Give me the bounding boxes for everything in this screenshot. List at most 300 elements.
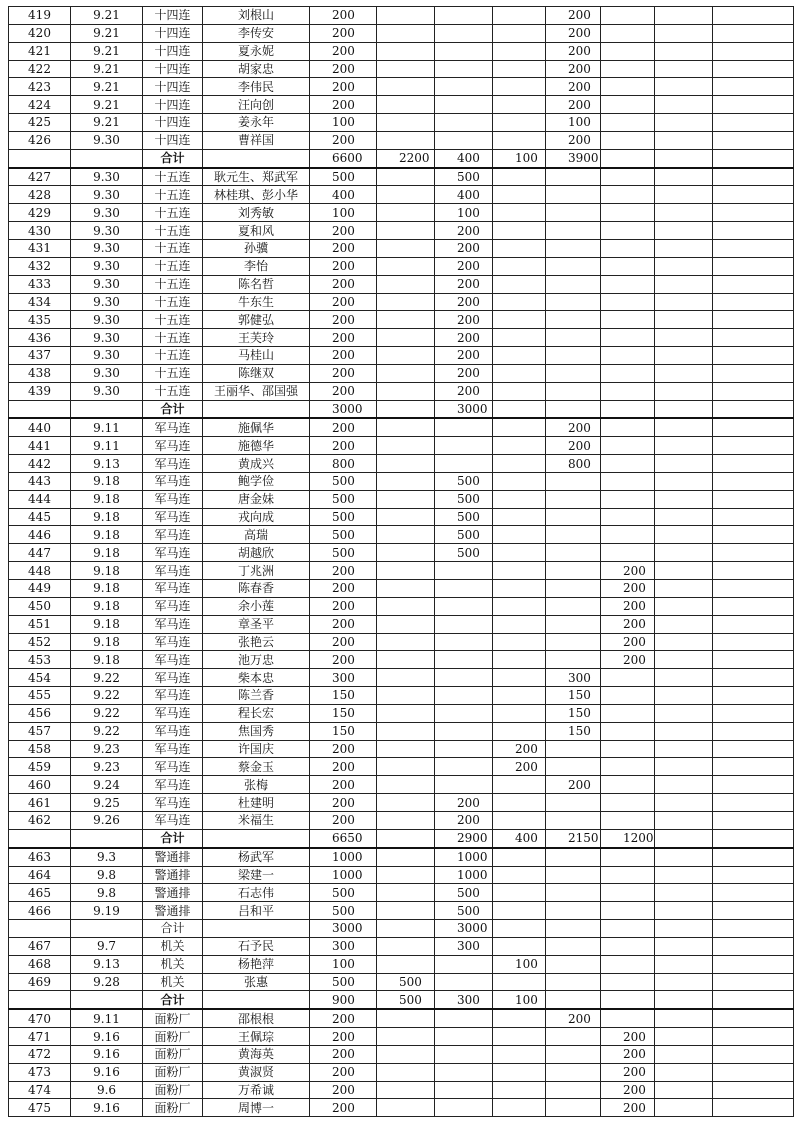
unit-cell: 十四连 (143, 24, 203, 42)
date-cell: 9.18 (71, 597, 143, 615)
table-row (9, 437, 794, 455)
amount-cell: 500 (310, 526, 377, 544)
category-4-cell (546, 615, 601, 633)
category-5-cell: 200 (601, 615, 655, 633)
date-cell: 9.3 (71, 848, 143, 866)
category-1-cell (377, 884, 435, 902)
row-number-cell (9, 400, 71, 418)
table-row (9, 364, 794, 382)
unit-cell: 军马连 (143, 472, 203, 490)
category-3-cell (493, 24, 546, 42)
category-7-cell (713, 60, 794, 78)
category-1-cell (377, 937, 435, 955)
category-3-cell (493, 96, 546, 114)
date-cell: 9.16 (71, 1099, 143, 1117)
category-1-cell (377, 275, 435, 293)
category-7-cell (713, 1045, 794, 1063)
amount-cell: 400 (310, 186, 377, 204)
amount-cell: 800 (310, 455, 377, 473)
row-number-cell: 456 (9, 704, 71, 722)
unit-cell: 十五连 (143, 186, 203, 204)
table-row (9, 1099, 794, 1117)
unit-cell: 面粉厂 (143, 1099, 203, 1117)
table-row (9, 311, 794, 329)
unit-cell: 军马连 (143, 544, 203, 562)
table-row (9, 275, 794, 293)
row-number-cell: 448 (9, 562, 71, 580)
unit-cell: 十五连 (143, 168, 203, 186)
donor-name-cell: 姜永年 (203, 114, 310, 132)
category-6-cell (655, 704, 713, 722)
category-4-cell (546, 920, 601, 938)
date-cell: 9.18 (71, 633, 143, 651)
amount-cell: 300 (310, 937, 377, 955)
amount-cell: 6600 (310, 149, 377, 167)
date-cell: 9.18 (71, 580, 143, 598)
category-1-cell (377, 562, 435, 580)
row-number-cell: 455 (9, 687, 71, 705)
amount-cell: 100 (310, 955, 377, 973)
category-6-cell (655, 293, 713, 311)
category-4-cell (546, 633, 601, 651)
amount-cell: 200 (310, 24, 377, 42)
donor-name-cell: 池万忠 (203, 651, 310, 669)
category-3-cell: 200 (493, 758, 546, 776)
table-row (9, 24, 794, 42)
unit-cell: 警通排 (143, 866, 203, 884)
date-cell (71, 149, 143, 167)
category-2-cell: 2900 (435, 829, 493, 847)
category-5-cell (601, 186, 655, 204)
table-row (9, 168, 794, 186)
row-number-cell: 439 (9, 382, 71, 400)
row-number-cell: 443 (9, 472, 71, 490)
category-2-cell: 500 (435, 508, 493, 526)
category-6-cell (655, 1028, 713, 1046)
table-row (9, 973, 794, 991)
category-7-cell (713, 955, 794, 973)
category-7-cell (713, 1063, 794, 1081)
category-3-cell (493, 60, 546, 78)
row-number-cell: 421 (9, 42, 71, 60)
row-number-cell (9, 829, 71, 847)
donor-name-cell: 张梅 (203, 776, 310, 794)
row-number-cell: 474 (9, 1081, 71, 1099)
amount-cell: 200 (310, 1081, 377, 1099)
donor-name-cell: 邵根根 (203, 1009, 310, 1027)
donor-name-cell: 王丽华、邵国强 (203, 382, 310, 400)
category-6-cell (655, 722, 713, 740)
category-5-cell (601, 776, 655, 794)
table-row (9, 455, 794, 473)
date-cell: 9.21 (71, 78, 143, 96)
donor-name-cell: 丁兆洲 (203, 562, 310, 580)
category-3-cell: 100 (493, 149, 546, 167)
category-4-cell (546, 311, 601, 329)
row-number-cell: 432 (9, 257, 71, 275)
row-number-cell: 470 (9, 1009, 71, 1027)
donor-name-cell: 李传安 (203, 24, 310, 42)
row-number-cell: 423 (9, 78, 71, 96)
amount-cell: 200 (310, 382, 377, 400)
category-5-cell (601, 937, 655, 955)
date-cell: 9.28 (71, 973, 143, 991)
amount-cell: 200 (310, 222, 377, 240)
category-3-cell (493, 669, 546, 687)
category-6-cell (655, 829, 713, 847)
unit-cell: 军马连 (143, 669, 203, 687)
category-2-cell: 500 (435, 902, 493, 920)
category-3-cell (493, 364, 546, 382)
category-5-cell: 1200 (601, 829, 655, 847)
amount-cell: 200 (310, 275, 377, 293)
category-2-cell: 200 (435, 275, 493, 293)
category-1-cell (377, 204, 435, 222)
date-cell: 9.30 (71, 329, 143, 347)
donor-name-cell: 施德华 (203, 437, 310, 455)
category-1-cell (377, 508, 435, 526)
date-cell: 9.30 (71, 222, 143, 240)
amount-cell: 100 (310, 204, 377, 222)
table-row (9, 811, 794, 829)
unit-cell: 十四连 (143, 42, 203, 60)
category-4-cell: 2150 (546, 829, 601, 847)
category-6-cell (655, 329, 713, 347)
row-number-cell: 465 (9, 884, 71, 902)
category-4-cell (546, 740, 601, 758)
category-2-cell: 500 (435, 472, 493, 490)
unit-cell: 面粉厂 (143, 1009, 203, 1027)
amount-cell: 150 (310, 722, 377, 740)
unit-cell: 十五连 (143, 347, 203, 365)
donor-name-cell (203, 920, 310, 938)
category-3-cell (493, 615, 546, 633)
date-cell: 9.11 (71, 418, 143, 436)
category-7-cell (713, 149, 794, 167)
category-1-cell (377, 168, 435, 186)
amount-cell: 900 (310, 991, 377, 1009)
category-7-cell (713, 418, 794, 436)
category-6-cell (655, 866, 713, 884)
category-4-cell (546, 239, 601, 257)
table-row (9, 7, 794, 25)
table-row (9, 347, 794, 365)
row-number-cell: 464 (9, 866, 71, 884)
category-5-cell (601, 811, 655, 829)
date-cell: 9.21 (71, 60, 143, 78)
category-4-cell (546, 222, 601, 240)
donor-name-cell (203, 400, 310, 418)
category-2-cell: 200 (435, 811, 493, 829)
category-1-cell (377, 920, 435, 938)
category-4-cell (546, 400, 601, 418)
category-7-cell (713, 24, 794, 42)
category-1-cell (377, 131, 435, 149)
category-2-cell (435, 580, 493, 598)
category-5-cell (601, 704, 655, 722)
donor-name-cell: 焦国秀 (203, 722, 310, 740)
amount-cell: 200 (310, 418, 377, 436)
unit-cell: 军马连 (143, 418, 203, 436)
donor-name-cell: 柴本忠 (203, 669, 310, 687)
date-cell: 9.25 (71, 794, 143, 812)
category-1-cell (377, 544, 435, 562)
row-number-cell: 431 (9, 239, 71, 257)
table-row (9, 42, 794, 60)
donation-ledger-table (8, 6, 794, 1117)
category-6-cell (655, 275, 713, 293)
category-3-cell: 100 (493, 991, 546, 1009)
amount-cell: 6650 (310, 829, 377, 847)
date-cell: 9.23 (71, 758, 143, 776)
row-number-cell: 466 (9, 902, 71, 920)
date-cell: 9.18 (71, 472, 143, 490)
category-2-cell (435, 722, 493, 740)
subtotal-row (9, 400, 794, 418)
category-1-cell (377, 1045, 435, 1063)
category-5-cell (601, 275, 655, 293)
category-5-cell (601, 902, 655, 920)
category-6-cell (655, 7, 713, 25)
category-4-cell: 200 (546, 7, 601, 25)
category-6-cell (655, 884, 713, 902)
amount-cell: 200 (310, 562, 377, 580)
donor-name-cell: 杨武军 (203, 848, 310, 866)
amount-cell: 150 (310, 687, 377, 705)
category-2-cell (435, 418, 493, 436)
category-7-cell (713, 1099, 794, 1117)
category-3-cell (493, 418, 546, 436)
category-5-cell: 200 (601, 1099, 655, 1117)
category-5-cell (601, 131, 655, 149)
category-6-cell (655, 149, 713, 167)
category-1-cell (377, 1009, 435, 1027)
row-number-cell (9, 920, 71, 938)
donor-name-cell: 章圣平 (203, 615, 310, 633)
category-3-cell (493, 168, 546, 186)
category-4-cell: 200 (546, 437, 601, 455)
category-4-cell (546, 329, 601, 347)
category-5-cell (601, 239, 655, 257)
row-number-cell (9, 991, 71, 1009)
category-6-cell (655, 955, 713, 973)
donor-name-cell: 蔡金玉 (203, 758, 310, 776)
category-3-cell (493, 722, 546, 740)
table-row (9, 186, 794, 204)
table-row (9, 776, 794, 794)
table-row (9, 78, 794, 96)
row-number-cell: 419 (9, 7, 71, 25)
category-1-cell: 2200 (377, 149, 435, 167)
category-3-cell (493, 920, 546, 938)
subtotal-row (9, 829, 794, 847)
category-5-cell (601, 455, 655, 473)
amount-cell: 1000 (310, 848, 377, 866)
category-2-cell (435, 1099, 493, 1117)
category-5-cell (601, 311, 655, 329)
unit-cell: 十五连 (143, 293, 203, 311)
row-number-cell: 440 (9, 418, 71, 436)
unit-cell: 军马连 (143, 597, 203, 615)
category-7-cell (713, 544, 794, 562)
unit-cell: 面粉厂 (143, 1045, 203, 1063)
unit-cell: 军马连 (143, 811, 203, 829)
category-5-cell (601, 96, 655, 114)
category-5-cell (601, 526, 655, 544)
donor-name-cell: 胡越欣 (203, 544, 310, 562)
donor-name-cell: 黄成兴 (203, 455, 310, 473)
donor-name-cell: 许国庆 (203, 740, 310, 758)
date-cell: 9.26 (71, 811, 143, 829)
category-2-cell (435, 1081, 493, 1099)
category-4-cell: 200 (546, 24, 601, 42)
unit-cell: 军马连 (143, 490, 203, 508)
table-row (9, 418, 794, 436)
row-number-cell: 428 (9, 186, 71, 204)
row-number-cell: 435 (9, 311, 71, 329)
category-2-cell: 500 (435, 526, 493, 544)
category-1-cell (377, 829, 435, 847)
amount-cell: 3000 (310, 920, 377, 938)
category-7-cell (713, 96, 794, 114)
category-1-cell (377, 186, 435, 204)
category-5-cell (601, 866, 655, 884)
category-7-cell (713, 508, 794, 526)
category-4-cell (546, 848, 601, 866)
category-1-cell (377, 615, 435, 633)
category-2-cell: 300 (435, 937, 493, 955)
category-4-cell (546, 1081, 601, 1099)
subtotal-label: 合计 (143, 400, 203, 418)
amount-cell: 500 (310, 884, 377, 902)
category-4-cell: 200 (546, 60, 601, 78)
category-2-cell (435, 758, 493, 776)
table-row (9, 740, 794, 758)
category-6-cell (655, 1063, 713, 1081)
date-cell: 9.21 (71, 7, 143, 25)
category-1-cell (377, 293, 435, 311)
unit-cell: 军马连 (143, 580, 203, 598)
category-7-cell (713, 920, 794, 938)
category-1-cell (377, 687, 435, 705)
category-2-cell: 1000 (435, 848, 493, 866)
date-cell: 9.18 (71, 651, 143, 669)
category-3-cell (493, 7, 546, 25)
donor-name-cell: 汪向创 (203, 96, 310, 114)
category-7-cell (713, 382, 794, 400)
unit-cell: 十五连 (143, 311, 203, 329)
category-3-cell (493, 848, 546, 866)
category-1-cell (377, 1099, 435, 1117)
table-row (9, 794, 794, 812)
category-2-cell (435, 7, 493, 25)
donor-name-cell: 陈继双 (203, 364, 310, 382)
amount-cell: 1000 (310, 866, 377, 884)
row-number-cell: 430 (9, 222, 71, 240)
date-cell: 9.16 (71, 1028, 143, 1046)
date-cell: 9.22 (71, 669, 143, 687)
subtotal-row (9, 991, 794, 1009)
unit-cell: 十五连 (143, 239, 203, 257)
category-3-cell (493, 902, 546, 920)
category-1-cell (377, 222, 435, 240)
category-3-cell (493, 437, 546, 455)
donor-name-cell: 林桂琪、彭小华 (203, 186, 310, 204)
date-cell (71, 920, 143, 938)
category-7-cell (713, 704, 794, 722)
category-1-cell (377, 311, 435, 329)
category-2-cell (435, 1009, 493, 1027)
category-5-cell (601, 669, 655, 687)
ledger-body (9, 7, 794, 1117)
category-5-cell (601, 884, 655, 902)
table-row (9, 704, 794, 722)
category-4-cell (546, 526, 601, 544)
category-5-cell (601, 508, 655, 526)
donor-name-cell: 余小莲 (203, 597, 310, 615)
category-3-cell (493, 544, 546, 562)
amount-cell: 200 (310, 1009, 377, 1027)
donor-name-cell: 耿元生、郑武军 (203, 168, 310, 186)
category-5-cell (601, 347, 655, 365)
date-cell: 9.21 (71, 24, 143, 42)
category-7-cell (713, 633, 794, 651)
category-5-cell (601, 149, 655, 167)
category-5-cell (601, 740, 655, 758)
table-row (9, 651, 794, 669)
category-2-cell: 200 (435, 329, 493, 347)
category-3-cell (493, 293, 546, 311)
donor-name-cell: 夏永妮 (203, 42, 310, 60)
table-row (9, 1081, 794, 1099)
category-6-cell (655, 96, 713, 114)
category-3-cell: 400 (493, 829, 546, 847)
category-2-cell (435, 704, 493, 722)
category-2-cell: 200 (435, 311, 493, 329)
category-6-cell (655, 472, 713, 490)
category-5-cell: 200 (601, 1081, 655, 1099)
unit-cell: 军马连 (143, 562, 203, 580)
donor-name-cell (203, 829, 310, 847)
category-7-cell (713, 687, 794, 705)
date-cell: 9.30 (71, 257, 143, 275)
row-number-cell: 461 (9, 794, 71, 812)
category-6-cell (655, 78, 713, 96)
row-number-cell: 450 (9, 597, 71, 615)
amount-cell: 200 (310, 633, 377, 651)
category-4-cell: 200 (546, 418, 601, 436)
category-2-cell (435, 1028, 493, 1046)
table-row (9, 687, 794, 705)
category-5-cell (601, 848, 655, 866)
table-row (9, 597, 794, 615)
category-1-cell (377, 1081, 435, 1099)
category-1-cell (377, 239, 435, 257)
row-number-cell: 453 (9, 651, 71, 669)
category-4-cell (546, 794, 601, 812)
category-7-cell (713, 311, 794, 329)
unit-cell: 军马连 (143, 740, 203, 758)
category-1-cell (377, 794, 435, 812)
category-3-cell (493, 562, 546, 580)
category-4-cell: 150 (546, 704, 601, 722)
category-6-cell (655, 382, 713, 400)
category-7-cell (713, 902, 794, 920)
amount-cell: 500 (310, 490, 377, 508)
unit-cell: 十四连 (143, 114, 203, 132)
category-2-cell (435, 24, 493, 42)
amount-cell: 500 (310, 902, 377, 920)
